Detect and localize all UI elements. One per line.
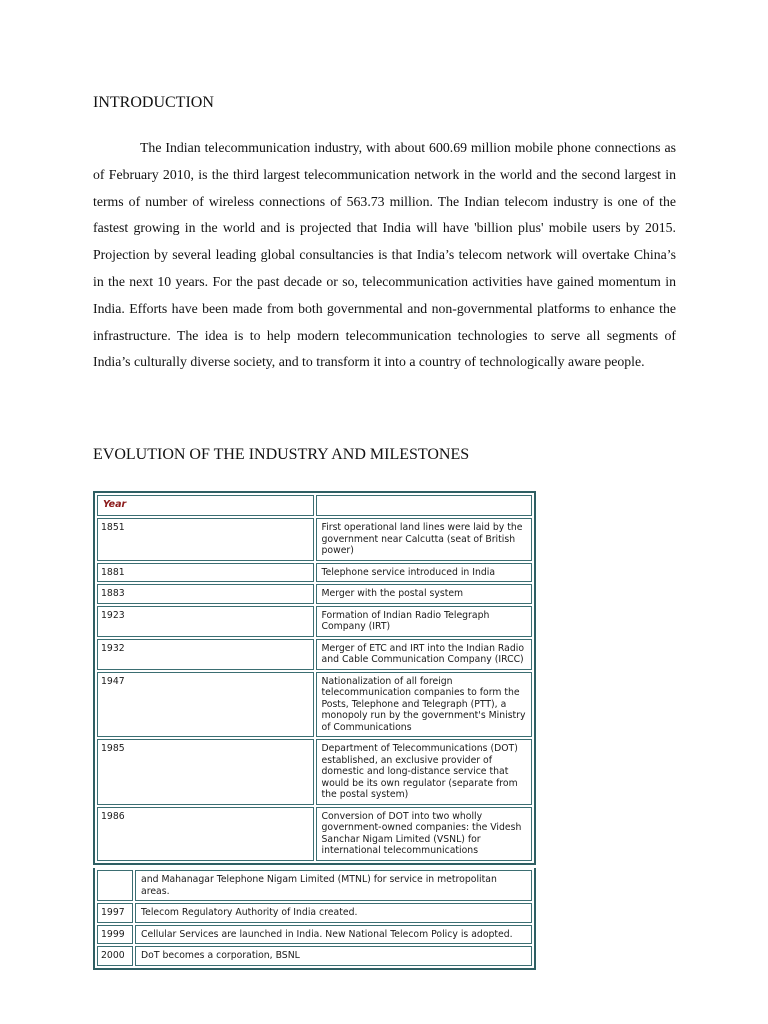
intro-heading: INTRODUCTION <box>93 94 214 111</box>
table-row <box>97 606 532 637</box>
event-cell: Cellular Services are launched in India. New National Telecom Policy is adopted. <box>135 925 532 945</box>
year-cell: 1851 <box>97 518 314 561</box>
table-row <box>97 870 532 901</box>
event-cell: Merger of ETC and IRT into the Indian Radio and Cable Communication Company (IRCC) <box>316 639 533 670</box>
intro-paragraph: The Indian telecommunication industry, with about 600.69 million mobile phone connections as of February 2010, is the third largest telecommunication network in the world and the second largest in terms of number of wireless connections of 563.73 million. The Indian telecom industry is one of the fastest growing in the world and is projected that India will have 'billion plus' mobile users by 2015. Projection by several leading global consultancies is that India’s telecom network will overtake China’s in the next 10 years. For the past decade or so, telecommunication activities have gained momentum in India. Efforts have been made from both governmental and non-governmental platforms to enhance the infrastructure. The idea is to help modern telecommunication technologies to serve all segments of India’s culturally diverse society, and to transform it into a country of technologically aware people. <box>93 140 676 370</box>
table-row <box>97 925 532 945</box>
table-row <box>97 518 532 561</box>
table-header-row <box>97 495 532 516</box>
milestones-table <box>93 491 536 865</box>
event-column-header <box>316 495 533 516</box>
year-column-header: Year <box>97 495 314 516</box>
year-cell: 2000 <box>97 946 133 966</box>
table-row <box>97 807 532 861</box>
year-cell: 1985 <box>97 739 314 805</box>
table-row <box>97 903 532 923</box>
event-cell: and Mahanagar Telephone Nigam Limited (MTNL) for service in metropolitan areas. <box>135 870 532 901</box>
event-cell: Conversion of DOT into two wholly government-owned companies: the Videsh Sanchar Nigam Limited (VSNL) for international telecommunications <box>316 807 533 861</box>
year-cell: 1986 <box>97 807 314 861</box>
event-cell: First operational land lines were laid by the government near Calcutta (seat of British power) <box>316 518 533 561</box>
table-row <box>97 584 532 604</box>
event-cell: Merger with the postal system <box>316 584 533 604</box>
evolution-heading: EVOLUTION OF THE INDUSTRY AND MILESTONES <box>93 446 470 463</box>
year-cell: 1999 <box>97 925 133 945</box>
table-row <box>97 672 532 738</box>
table-row <box>97 563 532 583</box>
year-cell: 1997 <box>97 903 133 923</box>
year-cell: 1883 <box>97 584 314 604</box>
milestones-table-continued <box>93 868 536 970</box>
event-cell: DoT becomes a corporation, BSNL <box>135 946 532 966</box>
year-cell: 1881 <box>97 563 314 583</box>
year-cell: 1923 <box>97 606 314 637</box>
year-cell: 1947 <box>97 672 314 738</box>
year-cell <box>97 870 133 901</box>
table-row <box>97 946 532 966</box>
event-cell: Formation of Indian Radio Telegraph Company (IRT) <box>316 606 533 637</box>
event-cell: Telecom Regulatory Authority of India created. <box>135 903 532 923</box>
event-cell: Department of Telecommunications (DOT) established, an exclusive provider of domestic and long-distance service that would be its own regulator (separate from the postal system) <box>316 739 533 805</box>
event-cell: Nationalization of all foreign telecommunication companies to form the Posts, Telephone and Telegraph (PTT), a monopoly run by the government's Ministry of Communications <box>316 672 533 738</box>
event-cell: Telephone service introduced in India <box>316 563 533 583</box>
year-cell: 1932 <box>97 639 314 670</box>
table-row <box>97 739 532 805</box>
table-row <box>97 639 532 670</box>
